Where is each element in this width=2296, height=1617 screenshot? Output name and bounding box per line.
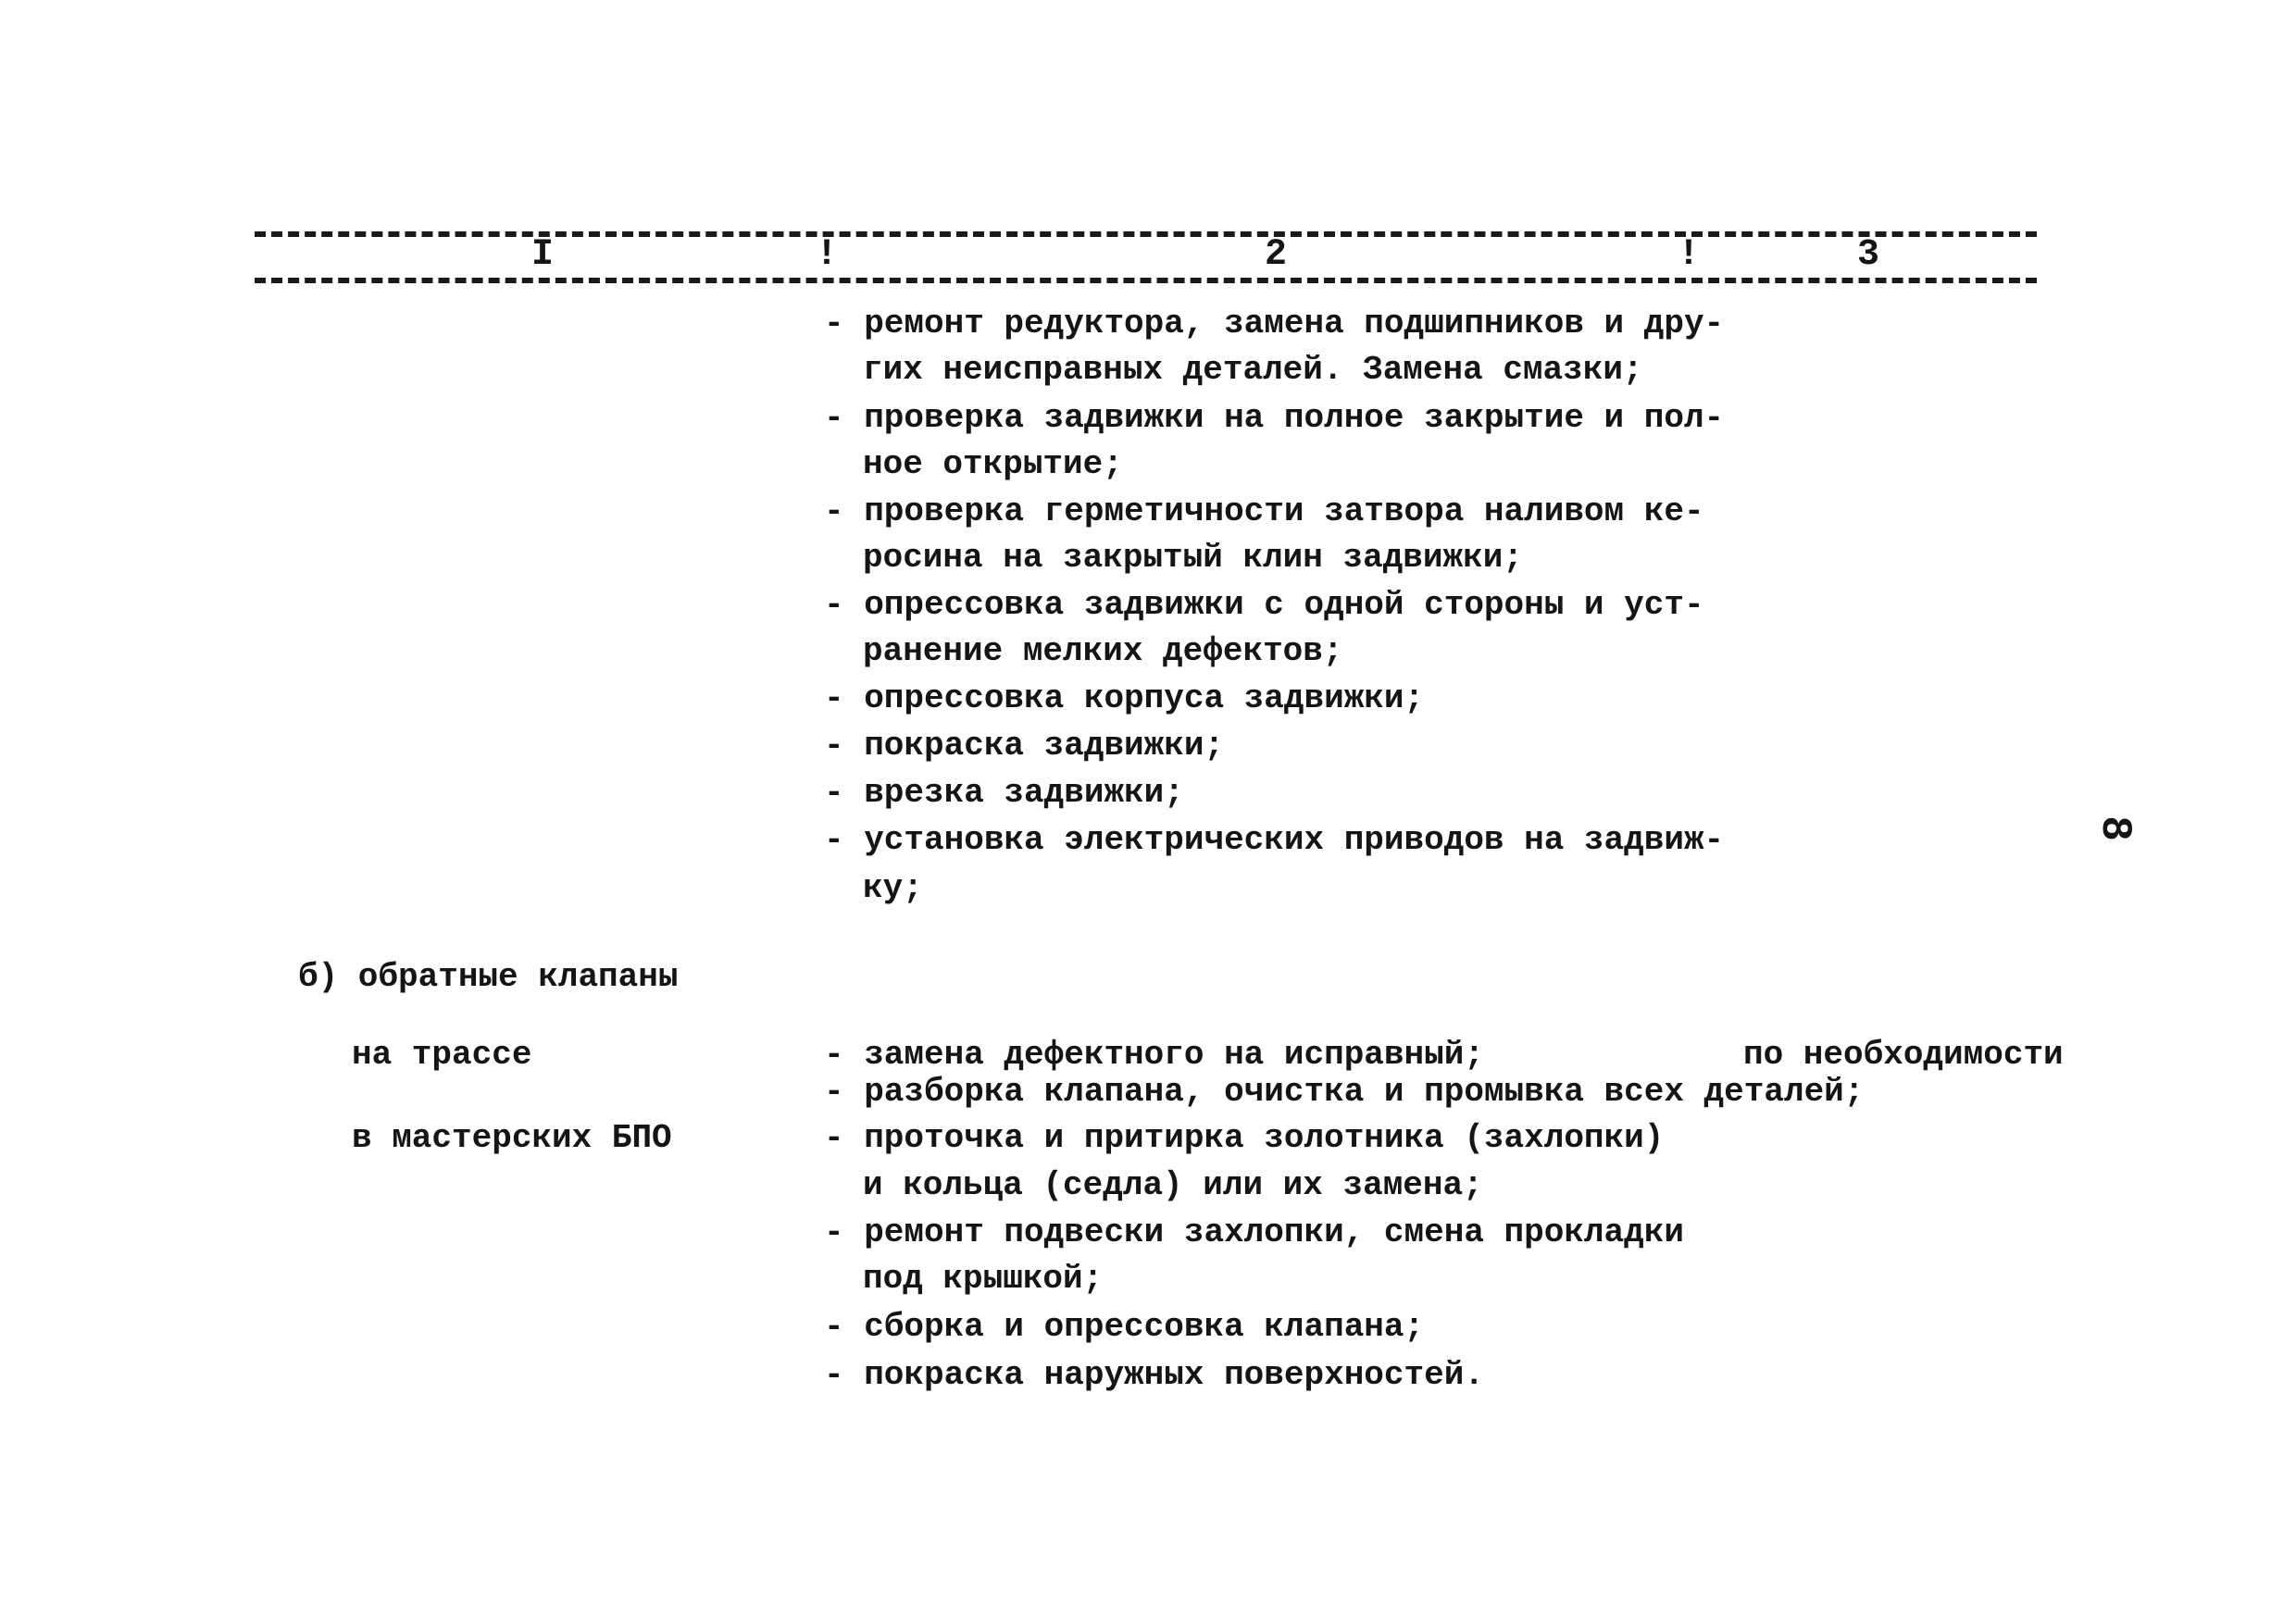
list-item: - покраска задвижки; bbox=[824, 727, 1225, 765]
list-item-continuation: гих неисправных деталей. Замена смазки; bbox=[863, 351, 1643, 389]
list-item: - проверка задвижки на полное закрытие и пол- bbox=[824, 399, 1725, 437]
column-2-heading: 2 bbox=[1265, 234, 1288, 276]
list-item-continuation: росина на закрытый клин задвижки; bbox=[863, 539, 1523, 577]
list-item: - врезка задвижки; bbox=[824, 774, 1184, 812]
periodicity-value: по необходимости bbox=[1743, 1036, 2064, 1074]
list-item-continuation: ранение мелких дефектов; bbox=[863, 632, 1343, 670]
column-1-heading: I bbox=[531, 234, 555, 276]
list-item: - установка электрических приводов на задвиж- bbox=[824, 821, 1725, 859]
column-separator-1: ! bbox=[816, 234, 839, 276]
list-item-continuation: ное открытие; bbox=[863, 445, 1123, 483]
table-header-top-rule bbox=[255, 231, 2037, 237]
list-item: - сборка и опрессовка клапана; bbox=[824, 1308, 1425, 1346]
on-route-label: на трассе bbox=[352, 1036, 532, 1074]
list-item: - разборка клапана, очистка и промывка всех деталей; bbox=[824, 1073, 1865, 1111]
column-separator-2: ! bbox=[1678, 234, 1701, 276]
table-header-bottom-rule bbox=[255, 278, 2037, 283]
list-item: - ремонт редуктора, замена подшипников и дру- bbox=[824, 305, 1725, 342]
list-item: - проверка герметичности затвора наливом ке- bbox=[824, 492, 1704, 530]
list-item: - замена дефектного на исправный; bbox=[824, 1036, 1484, 1074]
list-item-continuation: ку; bbox=[863, 869, 923, 907]
list-item: - покраска наружных поверхностей. bbox=[824, 1356, 1484, 1394]
list-item-continuation: и кольца (седла) или их замена; bbox=[863, 1166, 1483, 1204]
section-heading: б) обратные клапаны bbox=[298, 958, 679, 996]
column-3-heading: 3 bbox=[1857, 234, 1880, 276]
list-item: - опрессовка корпуса задвижки; bbox=[824, 679, 1425, 717]
list-item-continuation: под крышкой; bbox=[863, 1260, 1104, 1298]
workshop-label: в мастерских БПО bbox=[352, 1119, 672, 1157]
list-item: - ремонт подвески захлопки, смена прокладки bbox=[824, 1213, 1684, 1251]
list-item: - проточка и притирка золотника (захлопки) bbox=[824, 1119, 1665, 1157]
page-number: 8 bbox=[2090, 815, 2139, 841]
list-item: - опрессовка задвижки с одной стороны и уст- bbox=[824, 586, 1704, 624]
